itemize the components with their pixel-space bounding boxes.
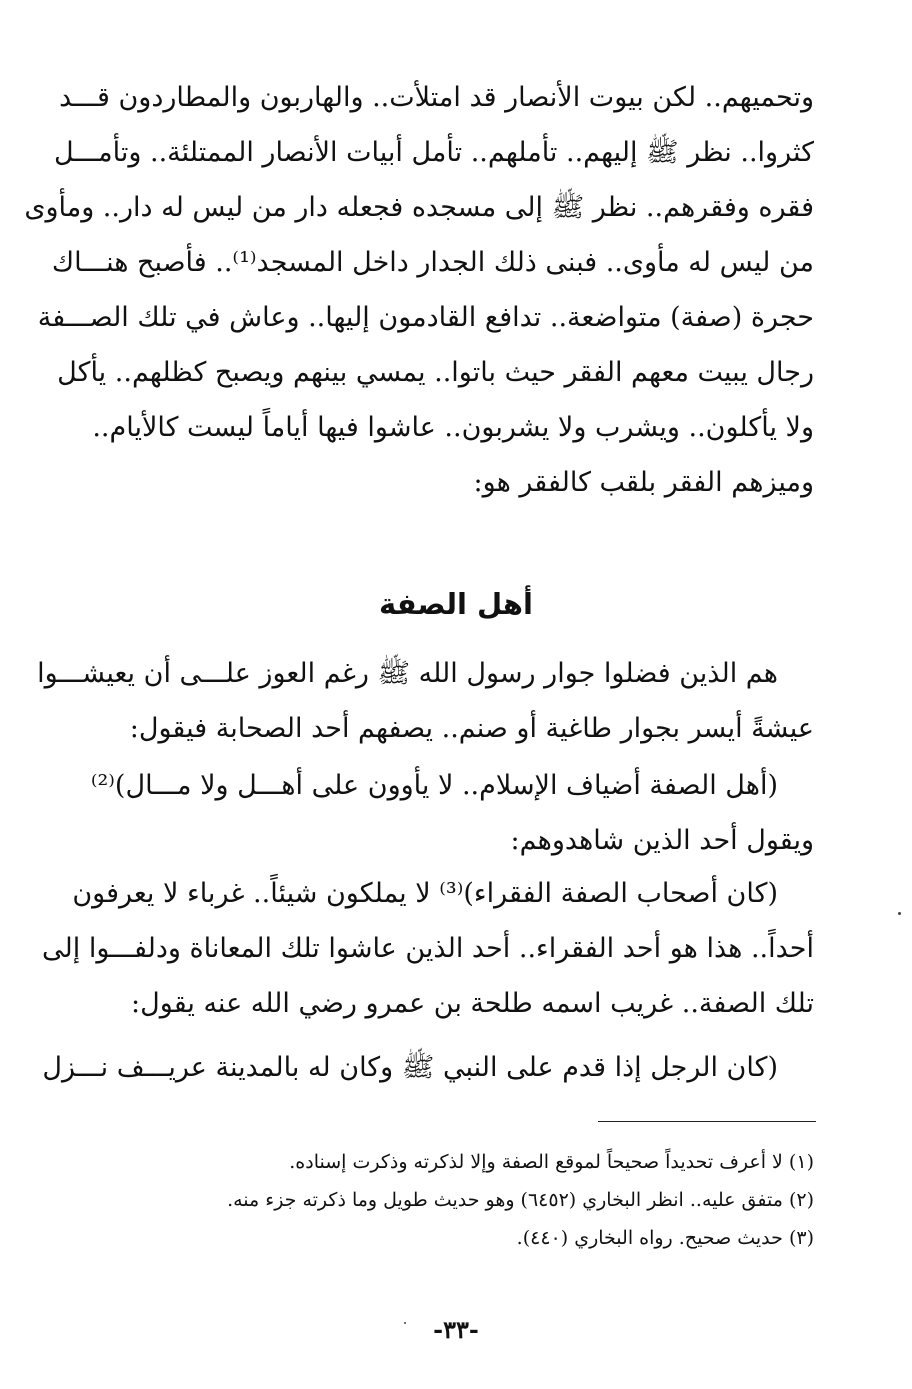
footnote-item: (٢) متفق عليه.. انظر البخاري (٦٤٥٢) وهو حديث طويل وما ذكرته جزء منه. (227, 1189, 814, 1211)
scan-speck (404, 1322, 406, 1324)
text-line: (كان أصحاب الصفة الفقراء)⁽³⁾ لا يملكون شيئاً.. غرباء لا يعرفون (72, 878, 778, 909)
paragraph-quote-talha (42, 1040, 814, 1095)
text-line: فقره وفقرهم.. نظر ﷺ إلى مسجده فجعله دار من ليس له دار.. ومأوى (24, 192, 814, 223)
text-line: وميزهم الفقر بلقب كالفقر هو: (473, 467, 814, 498)
paragraph-quote-companion (90, 758, 814, 868)
section-heading: أهل الصفة (379, 587, 533, 621)
footnote-divider (598, 1121, 816, 1122)
text-line: ويقول أحد الذين شاهدوهم: (510, 825, 814, 856)
text-line: عيشةً أيسر بجوار طاغية أو صنم.. يصفهم أحد الصحابة فيقول: (129, 713, 814, 744)
scan-speck (898, 912, 901, 915)
text-line: (أهل الصفة أضياف الإسلام.. لا يأوون على أهـــل ولا مـــال)⁽²⁾ (90, 770, 778, 801)
text-line: (كان الرجل إذا قدم على النبي ﷺ وكان له بالمدينة عريـــف نـــزل (42, 1052, 778, 1083)
text-line: كثروا.. نظر ﷺ إليهم.. تأملهم.. تأمل أبيات الأنصار الممتلئة.. وتأمـــل (54, 137, 814, 168)
text-line: حجرة (صفة) متواضعة.. تدافع القادمون إليها.. وعاش في تلك الصـــفة (37, 302, 814, 333)
paragraph-ahl-al-suffa (37, 646, 814, 756)
footnotes (104, 1143, 814, 1257)
text-line: ولا يأكلون.. ويشرب ولا يشربون.. عاشوا فيها أياماً ليست كالأيام.. (92, 412, 814, 443)
paragraph-quote-witness (42, 866, 814, 1031)
footnote-item: (١) لا أعرف تحديداً صحيحاً لموقع الصفة وإلا لذكرته وذكرت إسناده. (289, 1151, 814, 1173)
intro-paragraph (24, 70, 814, 510)
footnote-item: (٣) حديث صحيح. رواه البخاري (٤٤٠). (516, 1227, 814, 1249)
text-line: وتحميهم.. لكن بيوت الأنصار قد امتلأت.. والهاربون والمطاردون قـــد (59, 82, 814, 113)
text-line: هم الذين فضلوا جوار رسول الله ﷺ رغم العوز علـــى أن يعيشـــوا (37, 658, 778, 689)
page-number: -٣٣- (433, 1315, 479, 1344)
text-line: أحداً.. هذا هو أحد الفقراء.. أحد الذين عاشوا تلك المعاناة ودلفـــوا إلى (42, 933, 814, 964)
text-line: رجال يبيت معهم الفقر حيث باتوا.. يمسي بينهم ويصبح كظلهم.. يأكل (57, 357, 814, 388)
text-line: تلك الصفة.. غريب اسمه طلحة بن عمرو رضي الله عنه يقول: (131, 988, 814, 1019)
text-line: من ليس له مأوى.. فبنى ذلك الجدار داخل المسجد⁽¹⁾.. فأصبح هنـــاك (51, 247, 814, 278)
